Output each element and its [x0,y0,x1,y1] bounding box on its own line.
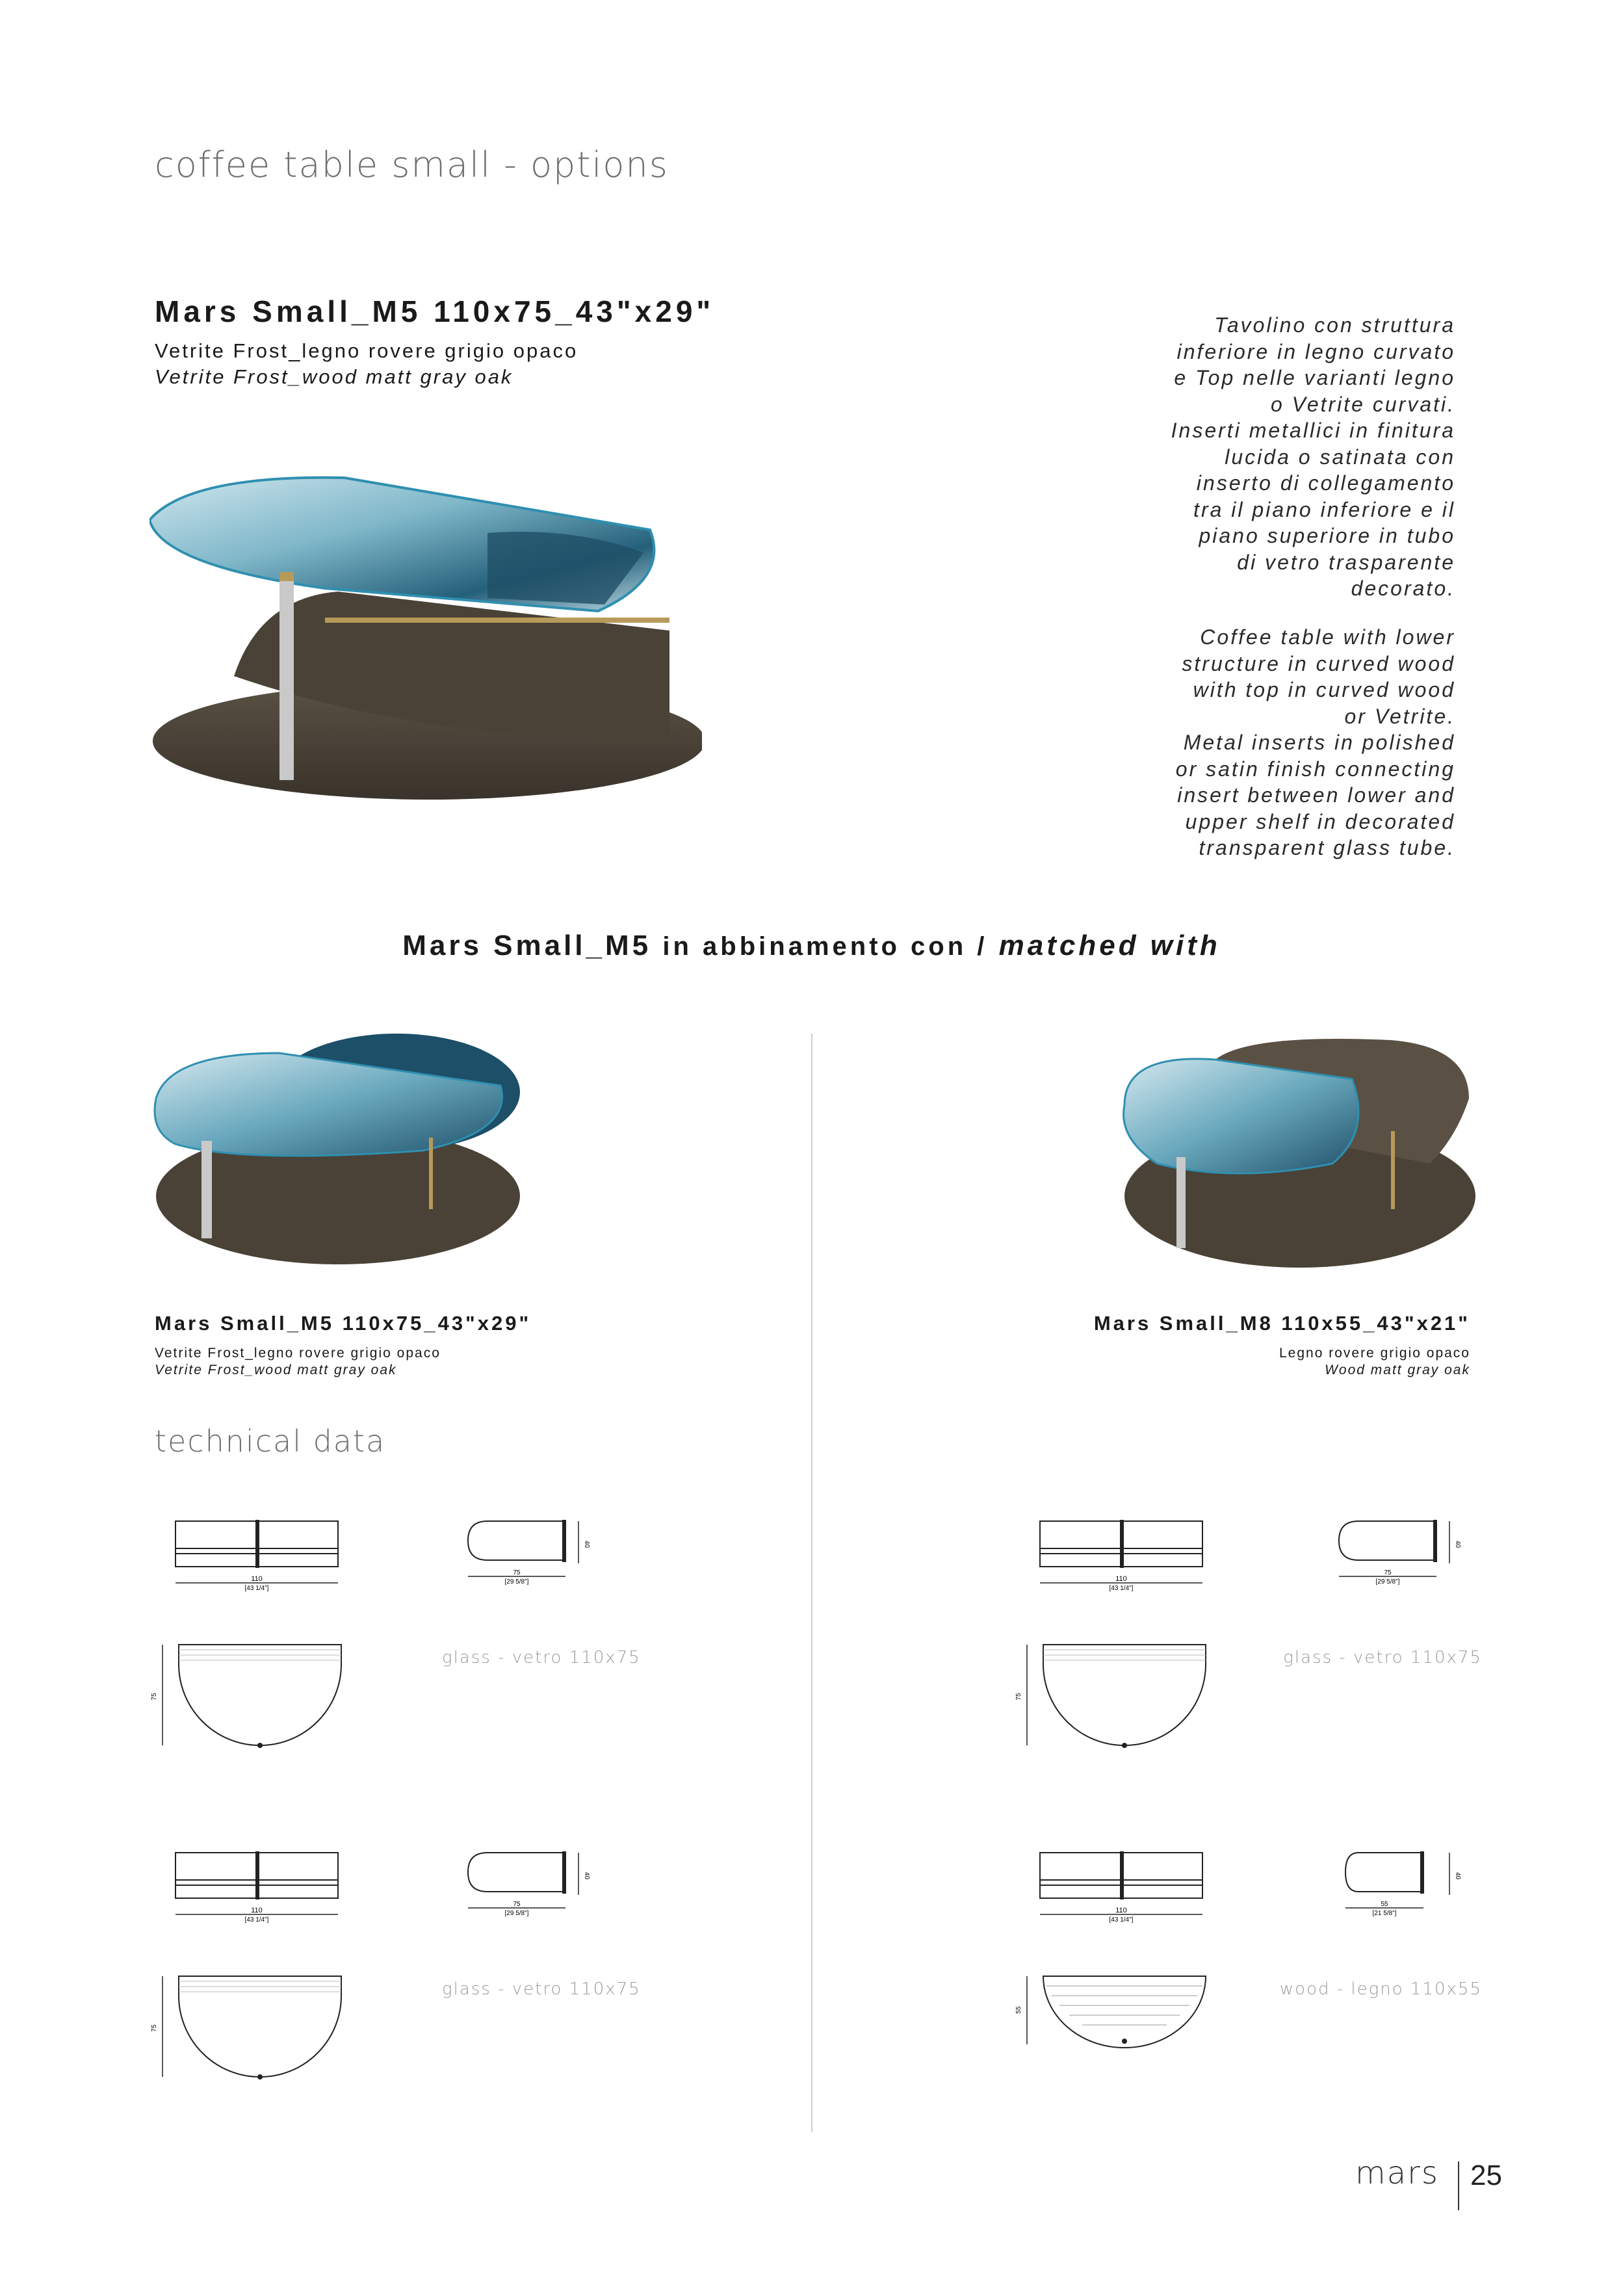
product-subtitle-m5: Vetrite Frost_legno rovere grigio opaco [155,1346,441,1361]
depth-value: 75 [1384,1569,1392,1576]
width-inches: [43 1/4"] [244,1585,269,1592]
top-depth-value: 75 [151,2024,158,2032]
product-title-m5: Mars Small_M5 110x75_43"x29" [155,1312,532,1335]
width-value: 110 [251,1907,263,1914]
matched-product: Mars Small_M5 [402,930,652,961]
hero-subtitle-en: Vetrite Frost_wood matt gray oak [155,365,513,388]
depth-value: 75 [513,1901,521,1908]
height-value: 40 [1454,1541,1461,1548]
depth-value: 55 [1381,1901,1388,1908]
side-elevation-drawing [1332,1508,1462,1599]
tech-set-right-1 [1014,1508,1482,1781]
column-divider [811,1034,812,2132]
technical-data-title: technical data [155,1424,386,1459]
front-elevation-drawing [1014,1508,1222,1599]
matched-emphasis: matched with [998,930,1221,961]
tech-set-left-2 [149,1840,799,2113]
hero-title: Mars Small_M5 110x75_43"x29" [155,294,715,328]
product-subtitle-m8: Legno rovere grigio opaco [1279,1346,1470,1361]
material-label: glass - vetro 110x75 [1283,1648,1482,1667]
product-title-m8: Mars Small_M8 110x55_43"x21" [1093,1312,1470,1335]
depth-inches: [29 5/8"] [1375,1578,1400,1585]
product-image-m5 [149,1034,526,1281]
height-value: 40 [583,1541,590,1548]
height-value: 40 [583,1872,590,1880]
height-value: 40 [1454,1872,1461,1880]
tech-set-left-1 [149,1508,799,1781]
front-elevation-drawing [149,1840,357,1931]
depth-value: 75 [513,1569,521,1576]
width-inches: [43 1/4"] [244,1916,269,1924]
product-subtitle-en-m8: Wood matt gray oak [1325,1363,1470,1377]
depth-inches: [29 5/8"] [504,1910,529,1917]
description-italian: Tavolino con struttura inferiore in legno curvato e Top nelle varianti legno o Vetrite curvati. Inserti metallici in finitura lucida o satinata con inserto di collegamento tra il piano inferiore e il piano superiore in tubo di vetro trasparente decorato. [1171,313,1455,600]
hero-product-image [149,468,702,806]
width-inches: [43 1/4"] [1109,1916,1134,1924]
material-label: wood - legno 110x55 [1279,1979,1482,1999]
matched-heading [0,930,1623,962]
page-section-title: coffee table small - options [155,144,669,185]
width-value: 110 [1115,1575,1127,1583]
page-number: 25 [1470,2159,1502,2191]
width-inches: [43 1/4"] [1109,1585,1134,1592]
width-value: 110 [1115,1907,1127,1914]
hero-subtitle: Vetrite Frost_legno rovere grigio opaco [155,339,578,362]
side-elevation-drawing [461,1840,591,1931]
top-view-drawing [149,1632,357,1775]
front-elevation-drawing [1014,1840,1222,1931]
product-image-m8 [1118,1034,1482,1281]
product-subtitle-en-m5: Vetrite Frost_wood matt gray oak [155,1363,397,1377]
top-depth-value: 75 [1015,1693,1022,1701]
footer-separator [1458,2161,1459,2210]
top-depth-value: 55 [1015,2006,1022,2014]
front-elevation-drawing [149,1508,357,1599]
side-elevation-drawing [1332,1840,1462,1931]
description-english: Coffee table with lower structure in curved wood with top in curved wood or Vetrite. Metal inserts in polished or satin finish connecting insert between lower and upper shelf in decorated transparent glass tube. [1175,625,1455,859]
matched-connector: in abbinamento con / [662,932,988,961]
top-view-drawing [149,1963,357,2106]
top-depth-value: 75 [151,1693,158,1701]
side-elevation-drawing [461,1508,591,1599]
material-label: glass - vetro 110x75 [442,1648,641,1667]
tech-set-right-2 [1014,1840,1482,2113]
depth-inches: [21 5/8"] [1372,1910,1397,1917]
brand-name: mars [1355,2155,1439,2191]
width-value: 110 [251,1575,263,1583]
top-view-drawing [1014,1632,1222,1775]
top-view-drawing [1014,1963,1222,2080]
material-label: glass - vetro 110x75 [442,1979,641,1999]
depth-inches: [29 5/8"] [504,1578,529,1585]
